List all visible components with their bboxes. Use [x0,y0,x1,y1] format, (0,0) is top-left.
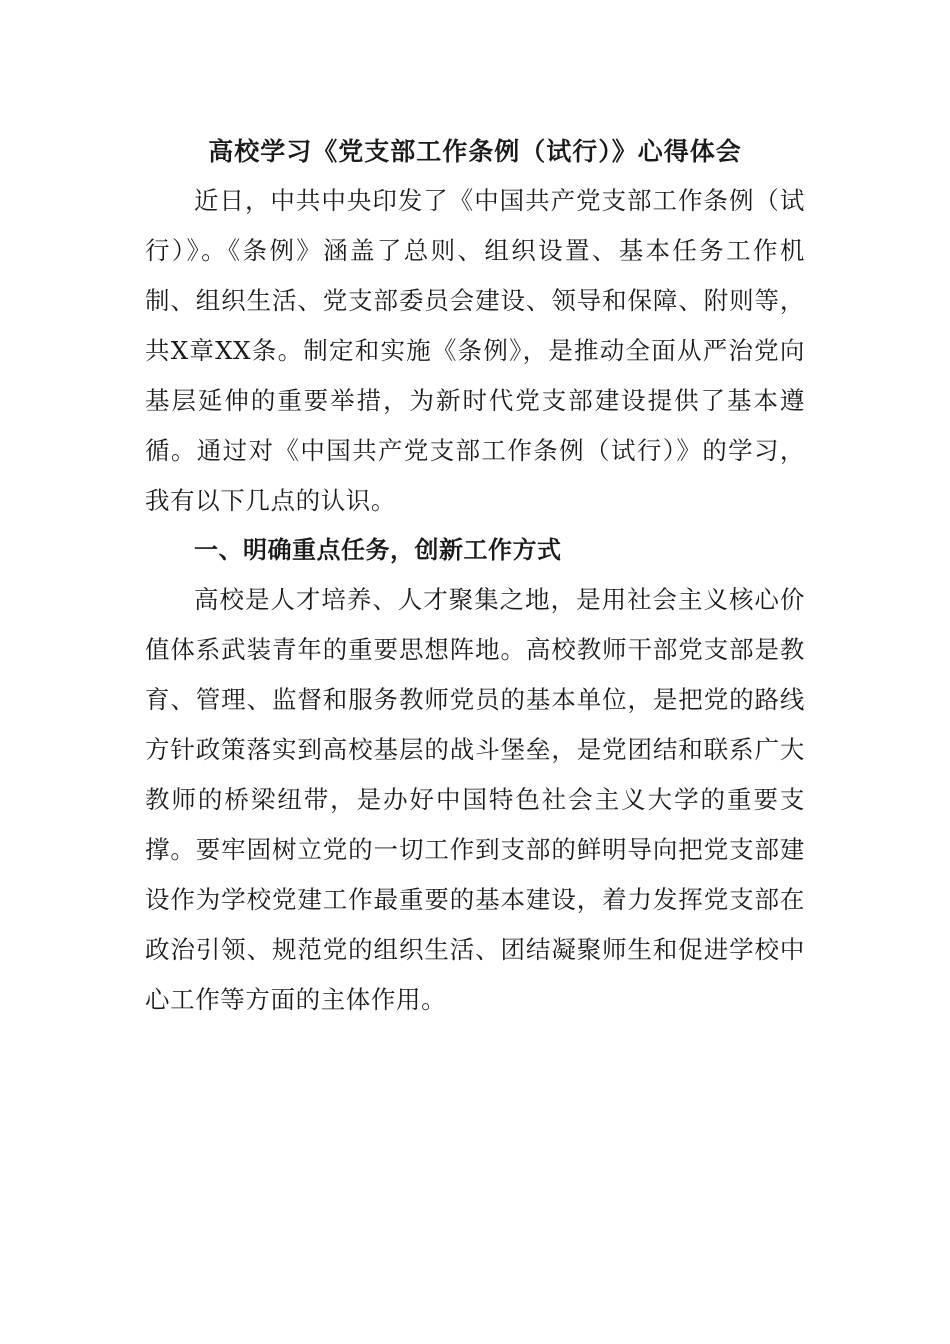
intro-paragraph: 近日，中共中央印发了《中国共产党支部工作条例（试行）》。《条例》涵盖了总则、组织设置、基本任务工作机制、组织生活、党支部委员会建设、领导和保障、附则等，共X章XX条。制定和实施《条例》，是推动全面从严治党向基层延伸的重要举措，为新时代党支部建设提供了基本遵循。通过对《中国共产党支部工作条例（试行）》的学习，我有以下几点的认识。 [145,186,805,515]
document-title: 高校学习《党支部工作条例（试行）》心得体会 [208,137,742,166]
section-heading: 一、明确重点任务，创新工作方式 [194,536,562,564]
section-paragraph: 高校是人才培养、人才聚集之地，是用社会主义核心价值体系武装青年的重要思想阵地。高校教师干部党支部是教育、管理、监督和服务教师党员的基本单位，是把党的路线方针政策落实到高校基层的战斗堡垒，是党团结和联系广大教师的桥梁纽带，是办好中国特色社会主义大学的重要支撑。要牢固树立党的一切工作到支部的鲜明导向把党支部建设作为学校党建工作最重要的基本建设，着力发挥党支部在政治引领、规范党的组织生活、团结凝聚师生和促进学校中心工作等方面的主体作用。 [145,585,805,1014]
